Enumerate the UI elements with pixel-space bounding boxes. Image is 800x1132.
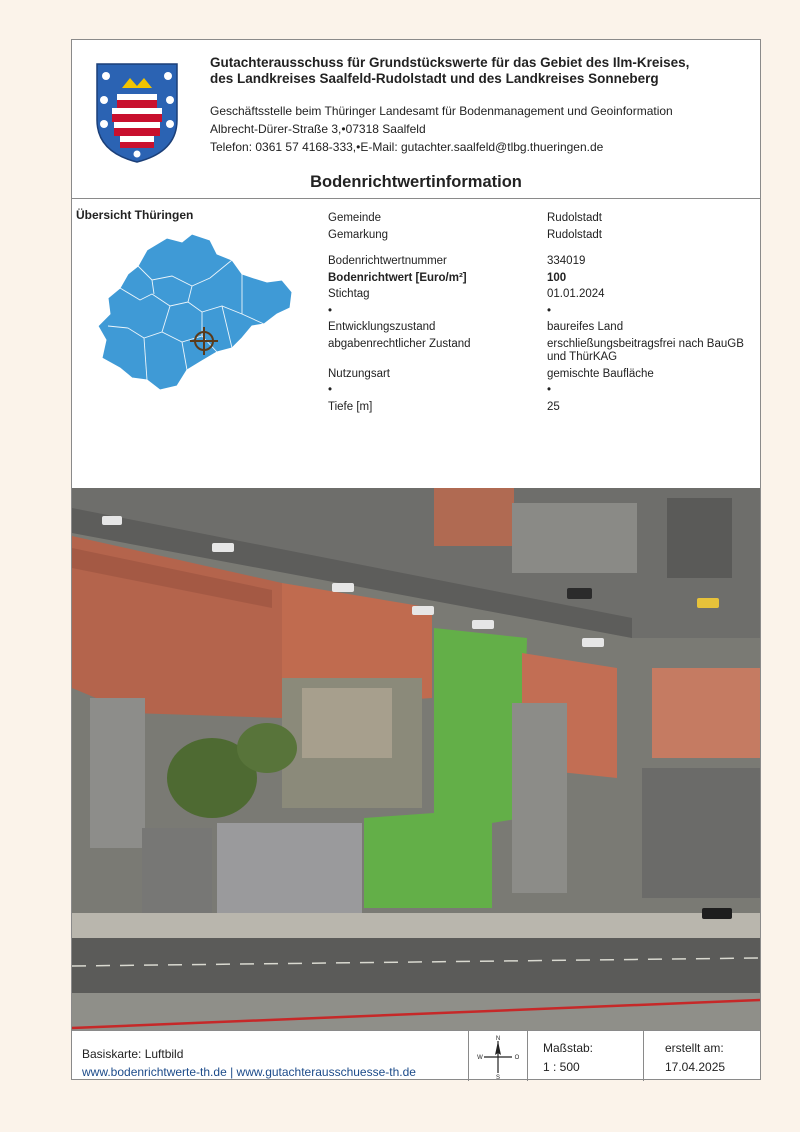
svg-text:O: O (514, 1055, 520, 1061)
footer-links[interactable]: www.bodenrichtwerte-th.de | www.gutachterausschuesse-th.de (82, 1065, 416, 1079)
created-value: 17.04.2025 (665, 1060, 726, 1074)
svg-text:W: W (477, 1055, 483, 1061)
committee-line-2: des Landkreises Saalfeld-Rudolstadt und des Landkreises Sonneberg (210, 71, 659, 86)
info-row-municipality: Gemeinde Rudolstadt (328, 212, 602, 224)
location-target-icon (189, 326, 219, 356)
office-name: Geschäftsstelle beim Thüringer Landesamt für Bodenmanagement und Geoinformation (210, 104, 673, 118)
scale (543, 1039, 593, 1077)
created-date (665, 1039, 725, 1077)
info-row-land-value: Bodenrichtwert [Euro/m²] 100 (328, 271, 567, 284)
scale-label: Maßstab: (543, 1041, 594, 1055)
info-row-reference-date: Stichtag 01.01.2024 (328, 288, 605, 300)
committee-line-1: Gutachterausschuss für Grundstückswerte für das Gebiet des Ilm-Kreises, (210, 55, 690, 70)
property-info-table (328, 210, 758, 415)
info-row-development: Entwicklungszustand baureifes Land (328, 321, 624, 333)
info-row-tax-status: abgabenrechtlicher Zustand erschließungsbeitragsfrei nach BauGB und ThürKAG (328, 337, 744, 363)
info-row-bullet: • • (328, 304, 552, 317)
divider (72, 198, 760, 199)
page-title: Bodenrichtwertinformation (310, 173, 522, 191)
street-address: Albrecht-Dürer-Straße 3,•07318 Saalfeld (210, 122, 426, 136)
scale-value: 1 : 500 (543, 1060, 580, 1074)
svg-text:S: S (495, 1075, 501, 1079)
thuringia-crest-icon (92, 60, 182, 164)
info-row-number: Bodenrichtwertnummer 334019 (328, 255, 586, 267)
info-row-bullet: • • (328, 384, 552, 396)
created-label: erstellt am: (665, 1041, 724, 1055)
north-arrow-icon (474, 1033, 522, 1079)
info-row-depth: Tiefe [m] 25 (328, 400, 560, 413)
aerial-map (72, 488, 760, 1030)
thuringia-overview-map (92, 230, 302, 405)
info-row-district: Gemarkung Rudolstadt (328, 228, 602, 241)
office-address (210, 102, 673, 156)
document-frame (71, 39, 761, 1080)
footer (72, 1030, 760, 1081)
committee-heading (210, 55, 689, 87)
overview-title: Übersicht Thüringen (76, 208, 194, 222)
svg-text:N: N (495, 1036, 501, 1042)
contact-line: Telefon: 0361 57 4168-333,•E-Mail: gutachter.saalfeld@tlbg.thueringen.de (210, 140, 604, 154)
info-row-usage: Nutzungsart gemischte Baufläche (328, 367, 654, 380)
footer-source (82, 1045, 416, 1081)
basemap-label: Basiskarte: Luftbild (82, 1047, 184, 1061)
